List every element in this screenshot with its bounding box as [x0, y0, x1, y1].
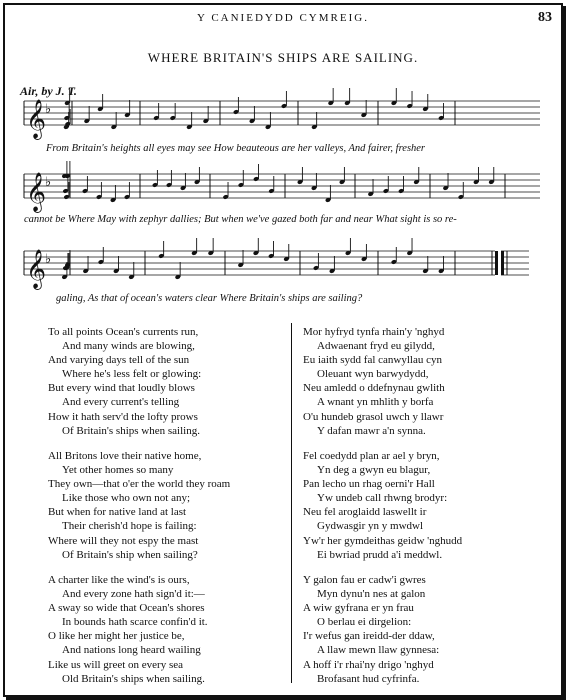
verse-line: To all points Ocean's currents run,: [48, 326, 199, 338]
verse-line: Old Britain's ships when sailing.: [62, 672, 205, 685]
english-verse-3: [48, 573, 208, 686]
music-score: [0, 0, 566, 310]
verse-line: And varying days tell of the sun: [48, 354, 190, 367]
verse-line: And every current's telling: [62, 396, 180, 409]
verse-line: A hoff i'r rhai'ny drigo 'nghyd: [303, 658, 434, 671]
verse-line: Like us will greet on every sea: [48, 658, 184, 671]
verse-line: I'r wefus gan ireidd-der ddaw,: [303, 630, 435, 643]
verse-line: A wiw gyfrana er yn frau: [303, 602, 414, 615]
verse-line: Yet other homes so many: [62, 464, 174, 477]
verse-line: They own—that o'er the world they roam: [48, 478, 231, 491]
verse-line: A sway so wide that Ocean's shores: [48, 602, 205, 615]
verse-line: Oleuant wyn barwydydd,: [317, 368, 429, 381]
lyric-line-1: From Britain's heights all eyes may see How beauteous are her valleys, And fairer, fresher: [46, 143, 426, 154]
verse-line: Yw'r her gymdeithas geidw 'nghudd: [303, 534, 463, 547]
flat-sign-icon: ♭: [45, 175, 52, 190]
verse-line: Brofasant hud cyfrinfa.: [317, 672, 420, 685]
verse-line: Fel coedydd plan ar ael y bryn,: [303, 450, 440, 462]
verse-line: Where he's less felt or glowing:: [62, 368, 202, 381]
treble-clef-icon: 𝄞: [26, 249, 47, 289]
verse-line: O like her might her justice be,: [48, 630, 185, 643]
repeat-bar-thick: [501, 251, 504, 275]
final-barline-thick: [495, 251, 498, 275]
verse-line: And many winds are blowing,: [62, 340, 195, 353]
verse-line: Their cherish'd hope is failing:: [62, 520, 197, 533]
verse-line: Neu amledd o ddefnynau gwlith: [303, 382, 445, 395]
flat-sign-icon: ♭: [45, 102, 52, 117]
verse-line: All Britons love their native home,: [48, 450, 202, 462]
verse-line: Adwaenant fryd eu gilydd,: [317, 340, 435, 353]
verse-line: Gydwasgir yn y mwdwl: [317, 520, 424, 533]
treble-clef-icon: 𝄞: [26, 99, 47, 139]
verse-line: In bounds hath scarce confin'd it.: [62, 616, 208, 629]
lyric-line-3: galing, As that of ocean's waters clear Where Britain's ships are sailing?: [56, 293, 363, 304]
welsh-verse-1: [303, 325, 445, 438]
verse-line: O berlau ei dirgelion:: [317, 616, 412, 629]
english-verse-2: [48, 449, 230, 562]
page-number: 83: [538, 10, 552, 25]
verse-line: Where will they not espy the mast: [48, 534, 199, 547]
verse-line: Like those who own not any;: [62, 492, 191, 505]
verse-line: Y galon fau er cadw'i gwres: [303, 574, 426, 586]
verse-line: Ei bwriad prudd a'i meddwl.: [317, 548, 443, 561]
english-verse-1: [48, 325, 201, 438]
welsh-verse-2: [303, 449, 462, 562]
verse-line: And every zone hath sign'd it:—: [62, 588, 205, 601]
running-head: Y CANIEDYDD CYMREIG.: [197, 12, 369, 24]
verse-line: Myn dynu'n nes at galon: [317, 588, 426, 601]
verse-line: Pan lecho un rhag oerni'r Hall: [303, 478, 435, 491]
treble-clef-icon: 𝄞: [26, 172, 47, 212]
verse-line: Yn deg a gwyn eu blagur,: [317, 464, 431, 477]
verse-line: Yw undeb call rhwng brodyr:: [317, 492, 448, 505]
column-divider: [291, 323, 292, 683]
verse-line: And nations long heard wailing: [62, 644, 201, 657]
lyric-line-2: cannot be Where May with zephyr dallies; But when we've gazed both far and near What sight is so re-: [24, 214, 457, 225]
verse-line: O'u hundeb grasol uwch y llawr: [303, 410, 444, 423]
verse-line: Mor hyfryd tynfa rhain'y 'nghyd: [303, 326, 445, 338]
verse-line: A charter like the wind's is ours,: [48, 574, 190, 586]
verse-line: Of Britain's ships when sailing.: [62, 424, 200, 437]
flat-sign-icon: ♭: [45, 252, 52, 267]
welsh-verse-3: [303, 573, 439, 686]
verse-line: Neu fel aroglaidd laswellt ir: [303, 506, 427, 519]
verse-line: A wnant yn mhlith y borfa: [317, 396, 434, 409]
verse-line: Y dafan mawr a'n synna.: [317, 424, 426, 437]
verse-line: Of Britain's ship when sailing?: [62, 548, 198, 561]
air-credit: Air, by J. T.: [20, 84, 77, 98]
verse-line: But when for native land at last: [48, 506, 187, 519]
verse-line: A llaw mewn llaw gynnesa:: [317, 644, 440, 657]
verse-line: How it hath serv'd the lofty prows: [48, 410, 198, 423]
song-title: WHERE BRITAIN'S SHIPS ARE SAILING.: [147, 50, 419, 65]
verse-line: Eu iaith sydd fal canwyllau cyn: [303, 354, 442, 367]
verse-line: But every wind that loudly blows: [48, 382, 195, 395]
